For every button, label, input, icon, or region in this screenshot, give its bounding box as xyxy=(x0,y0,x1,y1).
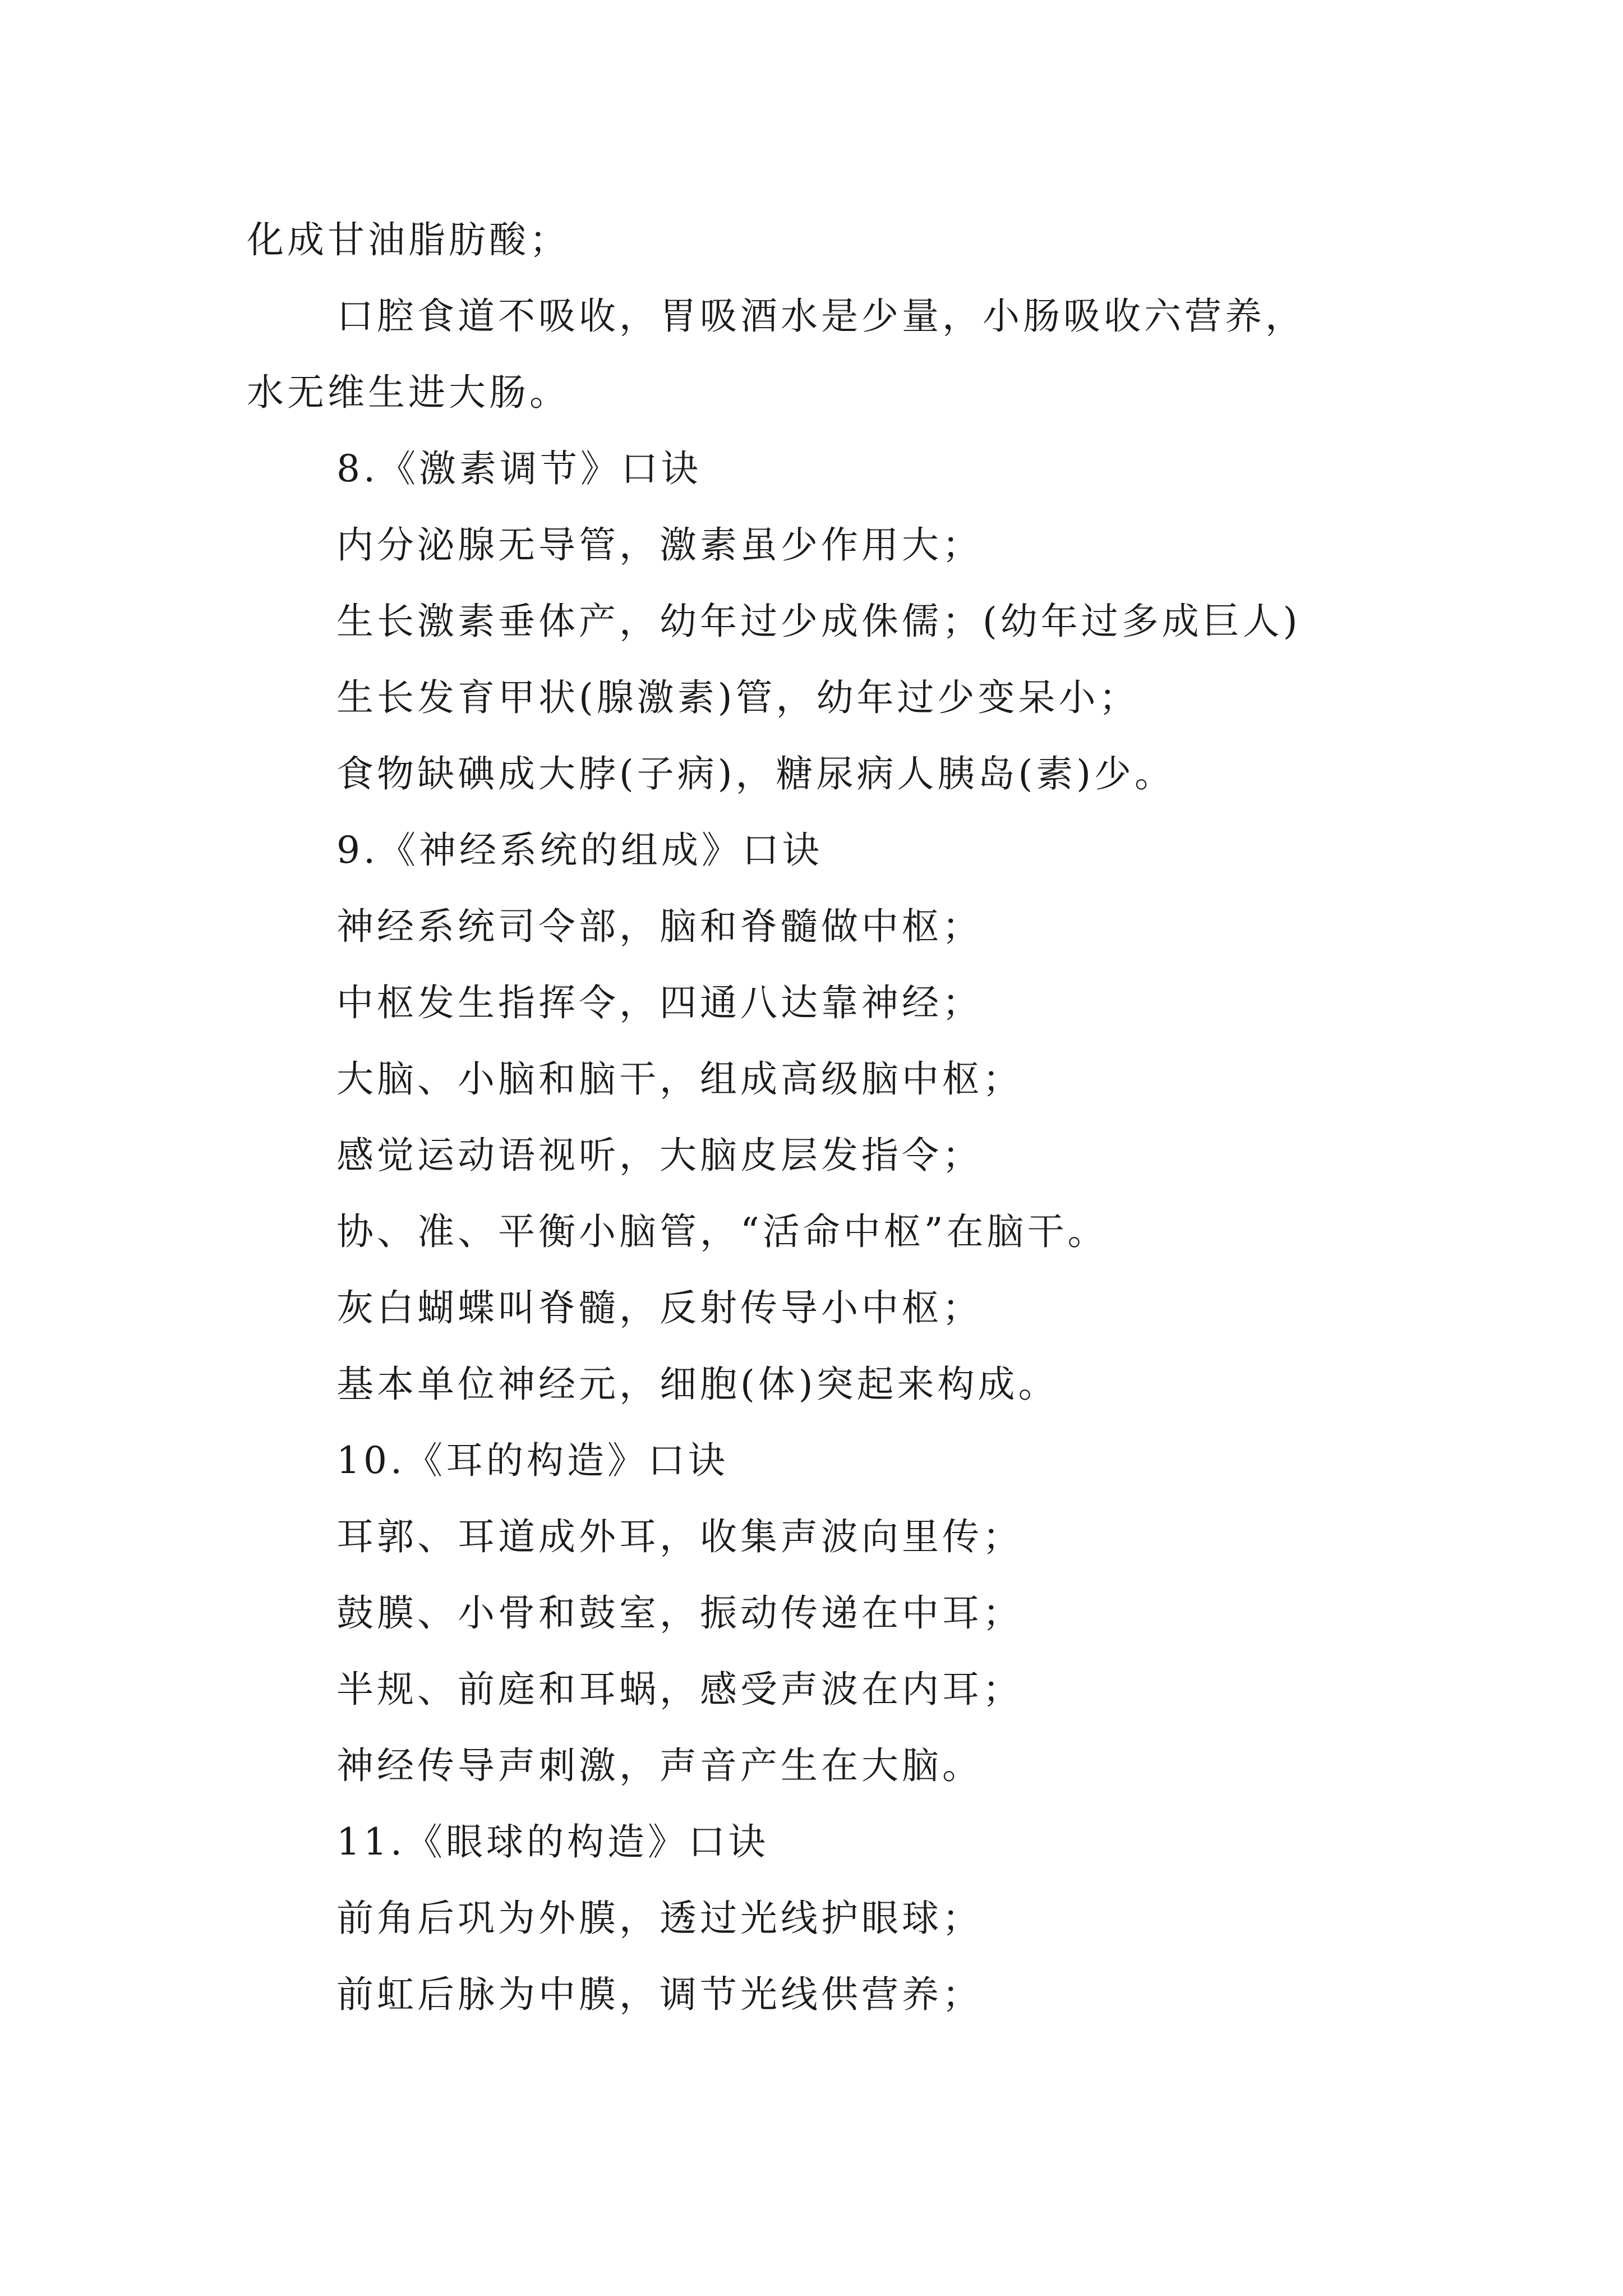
text-line: 内分泌腺无导管，激素虽少作用大； xyxy=(336,523,983,567)
text-line: 水无维生进大肠。 xyxy=(247,371,570,414)
text-line: 基本单位神经元，细胞(体)突起来构成。 xyxy=(336,1363,1059,1406)
text-line: 灰白蝴蝶叫脊髓，反射传导小中枢； xyxy=(336,1286,983,1329)
text-line: 化成甘油脂肪酸； xyxy=(247,218,570,261)
text-line: 神经系统司令部，脑和脊髓做中枢； xyxy=(336,905,983,948)
text-line: 生长发育甲状(腺激素)管，幼年过少变呆小； xyxy=(336,676,1140,719)
text-line: 中枢发生指挥令，四通八达靠神经； xyxy=(336,981,983,1024)
text-line: 神经传导声刺激，声音产生在大脑。 xyxy=(336,1744,983,1787)
text-line: 感觉运动语视听，大脑皮层发指令； xyxy=(336,1134,983,1177)
section-heading: 8.《激素调节》口诀 xyxy=(336,447,702,490)
text-line: 前虹后脉为中膜，调节光线供营养； xyxy=(336,1973,983,2016)
text-line: 食物缺碘成大脖(子病)，糖尿病人胰岛(素)少。 xyxy=(336,752,1175,795)
text-line: 生长激素垂体产，幼年过少成侏儒；(幼年过多成巨人) xyxy=(336,600,1301,643)
text-line: 耳郭、耳道成外耳，收集声波向里传； xyxy=(336,1515,1023,1558)
text-line: 协、准、平衡小脑管，“活命中枢”在脑干。 xyxy=(336,1210,1108,1253)
section-heading: 11.《眼球的构造》口诀 xyxy=(336,1820,769,1864)
text-line: 大脑、小脑和脑干，组成高级脑中枢； xyxy=(336,1057,1023,1101)
text-line: 半规、前庭和耳蜗，感受声波在内耳； xyxy=(336,1668,1023,1711)
text-line: 前角后巩为外膜，透过光线护眼球； xyxy=(336,1897,983,1940)
document-body xyxy=(247,202,1413,2033)
section-heading: 10.《耳的构造》口诀 xyxy=(336,1439,728,1482)
text-line: 口腔食道不吸收，胃吸酒水是少量，小肠吸收六营养， xyxy=(336,295,1306,338)
text-line: 鼓膜、小骨和鼓室，振动传递在中耳； xyxy=(336,1591,1023,1635)
section-heading: 9.《神经系统的组成》口诀 xyxy=(336,829,823,872)
